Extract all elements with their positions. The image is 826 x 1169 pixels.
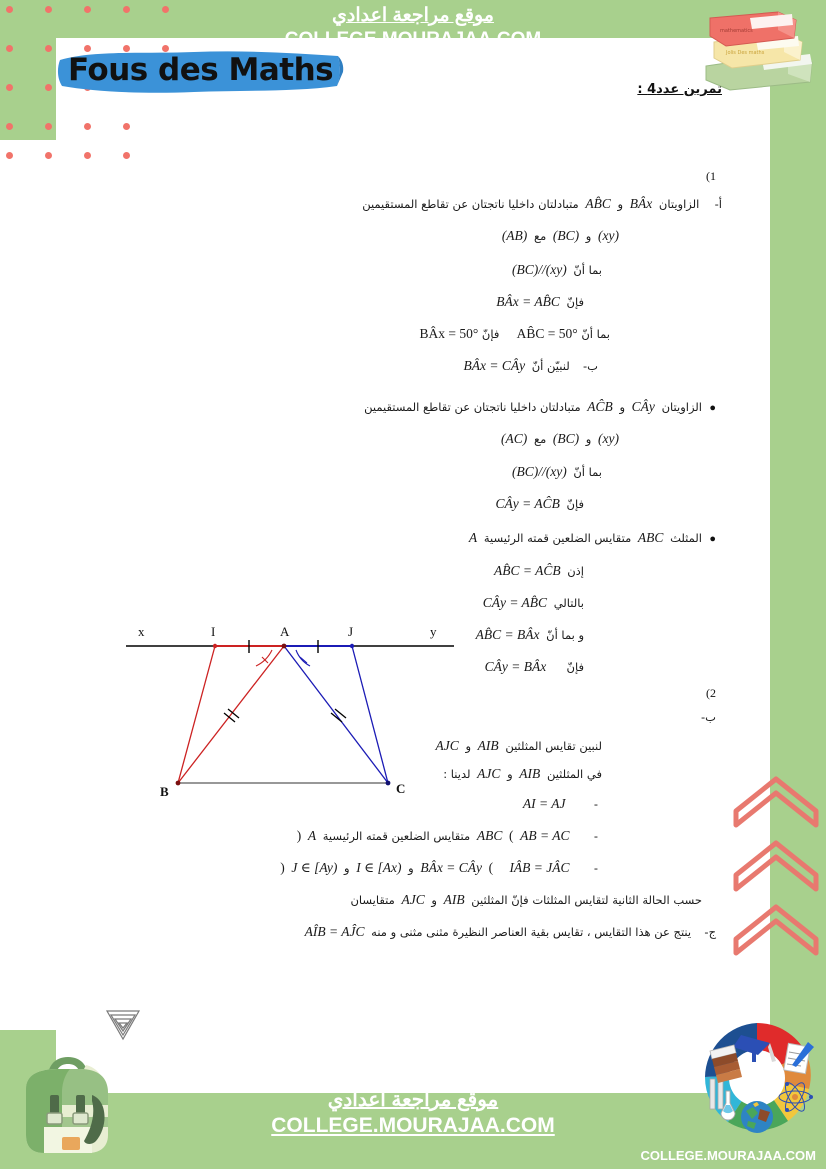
- figure-segment-AC: [284, 646, 388, 783]
- section-2-number: (2: [706, 686, 716, 700]
- bullet-point-1: ●: [709, 402, 716, 414]
- line-19-math-3: A: [307, 828, 317, 843]
- figure-label-J: J: [348, 624, 354, 639]
- solution-line-3: [509, 262, 602, 278]
- line-1-conj: و: [617, 197, 624, 211]
- line-14-math: AB̂C = BÂx: [475, 627, 540, 642]
- solution-line-18: [520, 796, 598, 812]
- line-label-b-1: ب-: [583, 359, 598, 373]
- figure-point-C: [386, 781, 391, 786]
- figure-label-B: B: [160, 784, 169, 798]
- site-header-arabic: موقع مراجعة اعدادي: [332, 5, 494, 26]
- figure-segment-IB: [178, 646, 215, 783]
- bullet-point-2: ●: [709, 533, 716, 545]
- line-11-text-1: المثلث: [670, 531, 702, 545]
- solution-line-14: [473, 627, 584, 643]
- line-5-text-2: فإنّ: [481, 327, 500, 341]
- line-3-text: بما أنّ: [573, 263, 602, 277]
- solution-line-16-label: [701, 710, 716, 724]
- line-8-math-2: (BC): [552, 431, 580, 446]
- line-3-math: (BC)//(xy): [511, 262, 567, 277]
- line-7-text-2: متبادلتان داخليا ناتجتان عن تقاطع المستقيمين: [364, 400, 581, 414]
- line-16-math-2: AJC: [435, 738, 459, 753]
- figure-label-y: y: [430, 624, 437, 639]
- line-21-math-2: AJC: [401, 892, 425, 907]
- line-20-math-4: J ∈ [Ay): [291, 860, 338, 875]
- solution-line-4: [493, 294, 584, 310]
- figure-segment-AB: [178, 646, 284, 783]
- line-21-text-2: متقايسان: [350, 893, 395, 907]
- line-16-conj: و: [465, 739, 471, 753]
- figure-label-I: I: [211, 624, 216, 639]
- line-label-j: ج-: [704, 925, 716, 939]
- line-19-dash: -: [593, 829, 598, 843]
- line-6-math: BÂx = CÂy: [463, 358, 526, 373]
- solution-line-17: [443, 766, 602, 782]
- line-5-math-1: AB̂C = 50°: [516, 326, 578, 341]
- line-8-math-3: (AC): [501, 431, 528, 446]
- svg-text:Jolis Des maths: Jolis Des maths: [726, 50, 765, 56]
- line-17-text-1: في المثلثين: [546, 767, 602, 781]
- line-20-paren-open: (: [488, 860, 494, 875]
- brand-logo-text: Fous des Maths: [68, 52, 334, 88]
- line-16-math-1: AIB: [477, 738, 499, 753]
- figure-point-I: [213, 644, 217, 648]
- line-4-math: BÂx = AB̂C: [496, 294, 560, 309]
- line-13-math: CÂy = AB̂C: [482, 595, 548, 610]
- site-footer: [0, 1087, 826, 1139]
- line-label-b-2: ب-: [701, 710, 716, 724]
- line-7-math-1: CÂy: [631, 399, 655, 414]
- exercise-content: [56, 38, 770, 1093]
- line-2-conj-1: و: [585, 229, 592, 243]
- figure-point-B: [176, 781, 181, 786]
- line-22-math: AÎB = AĴC: [304, 924, 365, 939]
- solution-line-19: [297, 828, 598, 844]
- line-18-dash: -: [593, 797, 598, 811]
- line-7-conj: و: [619, 400, 626, 414]
- line-13-text: بالتالي: [553, 596, 584, 610]
- line-11-text-2: متقايس الضلعين قمته الرئيسية: [483, 531, 632, 545]
- line-21-conj: و: [431, 893, 437, 907]
- site-footer-arabic: موقع مراجعة اعدادي: [327, 1089, 499, 1111]
- line-12-text: إذن: [567, 564, 584, 578]
- solution-line-11: [466, 530, 702, 546]
- line-20-math-2: BÂx = CÂy: [420, 860, 482, 875]
- line-10-text: فإنّ: [566, 497, 584, 511]
- line-11-math-2: A: [468, 530, 478, 545]
- solution-line-5: [419, 326, 610, 342]
- line-5-math-2: BÂx = 50°: [419, 326, 479, 341]
- line-1-math-1: BÂx: [629, 196, 653, 211]
- line-20-math-3: I ∈ [Ax): [356, 860, 402, 875]
- solution-line-6: [460, 358, 598, 374]
- line-4-text: فإنّ: [566, 295, 584, 309]
- line-20-paren-close: ): [280, 860, 285, 875]
- line-20-conj-2: و: [344, 861, 350, 875]
- line-17-math-2: AJC: [477, 766, 501, 781]
- figure-label-C: C: [396, 781, 406, 796]
- solution-line-13: [480, 595, 584, 611]
- site-header-url: COLLEGE.MOURAJAA.COM: [284, 29, 542, 50]
- line-17-conj: و: [507, 767, 513, 781]
- corner-url-label: COLLEGE.MOURAJAA.COM: [640, 1148, 816, 1163]
- solution-line-20: [280, 860, 598, 876]
- svg-text:mathematics: mathematics: [720, 28, 753, 34]
- line-19-math-2: ABC: [476, 828, 503, 843]
- line-2-with: مع: [533, 229, 547, 243]
- line-10-math: CÂy = AĈB: [495, 496, 560, 511]
- line-21-math-1: AIB: [443, 892, 465, 907]
- line-9-text: بما أنّ: [573, 465, 602, 479]
- line-1-math-2: AB̂C: [585, 196, 611, 211]
- page-border-right: [770, 0, 826, 1169]
- figure-point-A: [282, 644, 287, 649]
- line-20-conj-1: و: [408, 861, 414, 875]
- exercise-title: تمرين عدد4 :: [637, 82, 722, 97]
- line-8-with: مع: [533, 432, 547, 446]
- line-11-math-1: ABC: [637, 530, 664, 545]
- site-footer-url: COLLEGE.MOURAJAA.COM: [271, 1114, 555, 1137]
- line-2-math-2: (BC): [552, 228, 580, 243]
- line-19-math-1: AB = AC: [520, 828, 570, 843]
- line-1-text-2: متبادلتان داخليا ناتجتان عن تقاطع المستقيمين: [362, 197, 579, 211]
- line-20-dash: -: [593, 861, 598, 875]
- line-7-text-1: الزاويتان: [661, 400, 702, 414]
- section-1-number: (1: [706, 169, 716, 183]
- line-8-math-1: (xy): [598, 431, 619, 446]
- figure-label-A: A: [280, 624, 290, 639]
- solution-line-2: [499, 228, 622, 244]
- line-16-text: لنبين تقايس المثلثين: [505, 739, 602, 753]
- line-18-math: AI = AJ: [522, 796, 566, 811]
- line-12-math: AB̂C = AĈB: [493, 563, 561, 578]
- line-6-text: لنبيّن أنّ: [531, 359, 570, 373]
- figure-label-x: x: [138, 624, 145, 639]
- line-19-text: متقايس الضلعين قمته الرئيسية: [322, 829, 471, 843]
- line-15-text: فإنّ: [566, 660, 584, 674]
- line-7-math-2: AĈB: [587, 399, 613, 414]
- line-2-math-1: (xy): [598, 228, 619, 243]
- solution-line-7: [364, 399, 702, 415]
- line-label-a: أ-: [714, 197, 722, 211]
- line-17-math-1: AIB: [519, 766, 541, 781]
- line-1-text-1: الزاويتان: [658, 197, 700, 211]
- line-19-paren-open: (: [509, 828, 514, 843]
- solution-line-21: [350, 892, 702, 908]
- geometry-figure: [116, 578, 466, 798]
- line-15-math: CÂy = BÂx: [484, 659, 547, 674]
- line-2-math-3: (AB): [501, 228, 528, 243]
- line-8-conj-1: و: [585, 432, 592, 446]
- solution-line-22: [302, 924, 716, 940]
- line-5-text-1: بما أنّ: [581, 327, 610, 341]
- solution-line-15: [482, 659, 584, 675]
- solution-line-9: [509, 464, 602, 480]
- solution-line-10: [493, 496, 584, 512]
- line-9-math: (BC)//(xy): [511, 464, 567, 479]
- figure-point-J: [350, 644, 354, 648]
- line-19-paren-close: ): [296, 828, 302, 843]
- figure-segment-JC: [352, 646, 388, 783]
- line-21-text-1: حسب الحالة الثانية لتقايس المثلثات فإنّ المثلثين: [471, 893, 702, 907]
- line-20-math-1: IÂB = JÂC: [509, 860, 570, 875]
- line-17-text-2: لدينا :: [443, 767, 471, 781]
- solution-line-8: [498, 431, 622, 447]
- solution-line-1: [362, 196, 722, 212]
- line-14-text: و بما أنّ: [546, 628, 584, 642]
- solution-line-12: [491, 563, 584, 579]
- line-22-text: ينتج عن هذا التقايس ، تقايس بقية العناصر النظيرة مثنى مثنى و منه: [371, 925, 692, 939]
